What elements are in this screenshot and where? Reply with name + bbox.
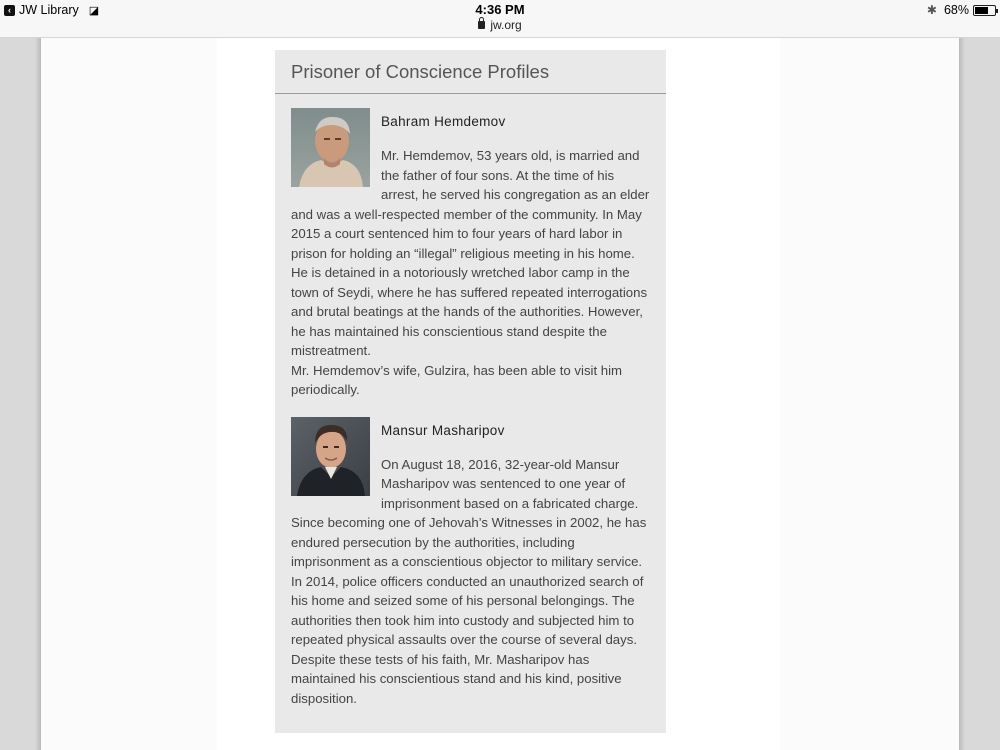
profile-photo-hemdemov — [291, 108, 370, 187]
status-center — [0, 2, 1000, 32]
profile-name: Mansur Masharipov — [381, 422, 505, 438]
portrait-masharipov-image — [291, 417, 370, 496]
status-right — [927, 3, 996, 17]
bio-paragraph: On August 18, 2016, 32-year-old Mansur Masharipov was sentenced to one year of imprisonment based on a fabricated charge. Since becoming one of Jehovah’s Witnesses in 2002, he has endured persecution by the authorities, including imprisonment as a conscientious objector to military service. In 2014, police officers conducted an unauthorized search of his home and seized some of his personal belongings. The authorities then took him into custody and subjected him to repeated physical assaults over the course of several days. Despite these tests of his faith, Mr. Masharipov has maintained his conscientious stand and his kind, positive disposition. — [291, 456, 647, 706]
battery-fill — [975, 7, 988, 14]
lock-icon — [478, 21, 485, 29]
box-title: Prisoner of Conscience Profiles — [275, 50, 666, 94]
battery-percent: 68% — [943, 3, 969, 17]
bluetooth-icon: ✱ — [926, 3, 937, 17]
profiles-box — [275, 50, 666, 733]
left-gutter — [0, 38, 41, 750]
battery-icon — [973, 5, 996, 16]
back-app-label[interactable]: JW Library — [19, 3, 79, 17]
page-margin-right — [780, 38, 959, 750]
status-time: 4:36 PM — [475, 2, 525, 17]
profile-name: Bahram Hemdemov — [381, 114, 506, 129]
bio-paragraph: Mr. Hemdemov’s wife, Gulzira, has been able to visit him periodically. — [291, 362, 623, 397]
status-bar — [0, 0, 1000, 38]
profile-photo-masharipov — [291, 417, 370, 496]
wifi-icon: ◪ — [88, 4, 99, 17]
bio-paragraph: Mr. Hemdemov, 53 years old, is married and the father of four sons. At the time of his arrest, he served his congregation as an elder and was a well-respected member of the community. In May 2015 a court sentenced him to four years of hard labor in prison for holding an “illegal” religious meeting in his home. He is detained in a notoriously wretched labor camp in the town of Seydi, where he has suffered repeated interrogations and brutal beatings at the hands of the authorities. However, he has maintained his conscientious stand despite the mistreatment. — [291, 148, 650, 358]
profile-hemdemov — [275, 108, 666, 400]
page-margin-left — [41, 38, 217, 750]
address-url[interactable]: jw.org — [490, 18, 522, 32]
right-gutter — [959, 38, 1000, 750]
address-bar[interactable] — [0, 18, 1000, 32]
profile-masharipov — [275, 417, 666, 709]
portrait-hemdemov-image — [291, 108, 370, 187]
back-arrow-icon[interactable]: ‹ — [4, 5, 15, 16]
